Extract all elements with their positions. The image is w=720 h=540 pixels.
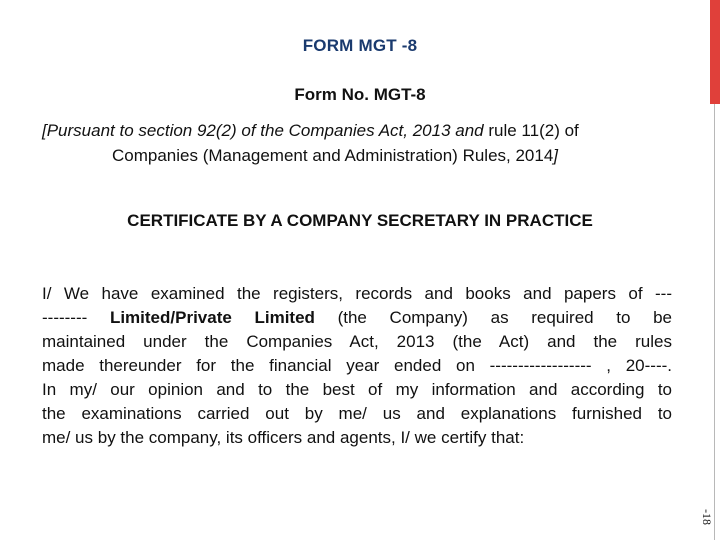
pursuant-rest: rule 11(2) of <box>483 121 579 140</box>
form-number: Form No. MGT-8 <box>294 85 426 104</box>
body-line-5: In my/ our opinion and to the best of my information and according to <box>42 380 672 399</box>
body-line-7: me/ us by the company, its officers and agents, I/ we certify that: <box>42 428 525 447</box>
certificate-heading: CERTIFICATE BY A COMPANY SECRETARY IN PRACTICE <box>127 211 593 230</box>
company-type: Limited/Private Limited <box>87 308 315 327</box>
certificate-body <box>42 282 672 450</box>
body-line-3: maintained under the Companies Act, 2013 (the Act) and the rules <box>42 332 672 351</box>
page-number: -18 <box>700 509 714 525</box>
company-blank: -------- <box>42 308 88 327</box>
body-line-4: made thereunder for the financial year ended on ------------------ , 20----. <box>42 356 672 375</box>
pursuant-close: ] <box>553 146 559 165</box>
slide-title: FORM MGT -8 <box>302 36 418 55</box>
body-line-2-rest: (the Company) as required to be <box>314 308 673 327</box>
body-line-1: I/ We have examined the registers, records and books and papers of --- <box>42 284 672 303</box>
pursuant-line2-wrap <box>42 143 682 168</box>
pursuant-clause <box>42 118 682 168</box>
body-line-2 <box>42 306 672 330</box>
body-line-6: the examinations carried out by me/ us and explanations furnished to <box>42 404 672 423</box>
pursuant-italic: [Pursuant to section 92(2) of the Companies Act, 2013 and <box>42 121 484 140</box>
side-rule <box>714 104 715 540</box>
pursuant-line2: Companies (Management and Administration) Rules, 2014 <box>112 146 554 165</box>
